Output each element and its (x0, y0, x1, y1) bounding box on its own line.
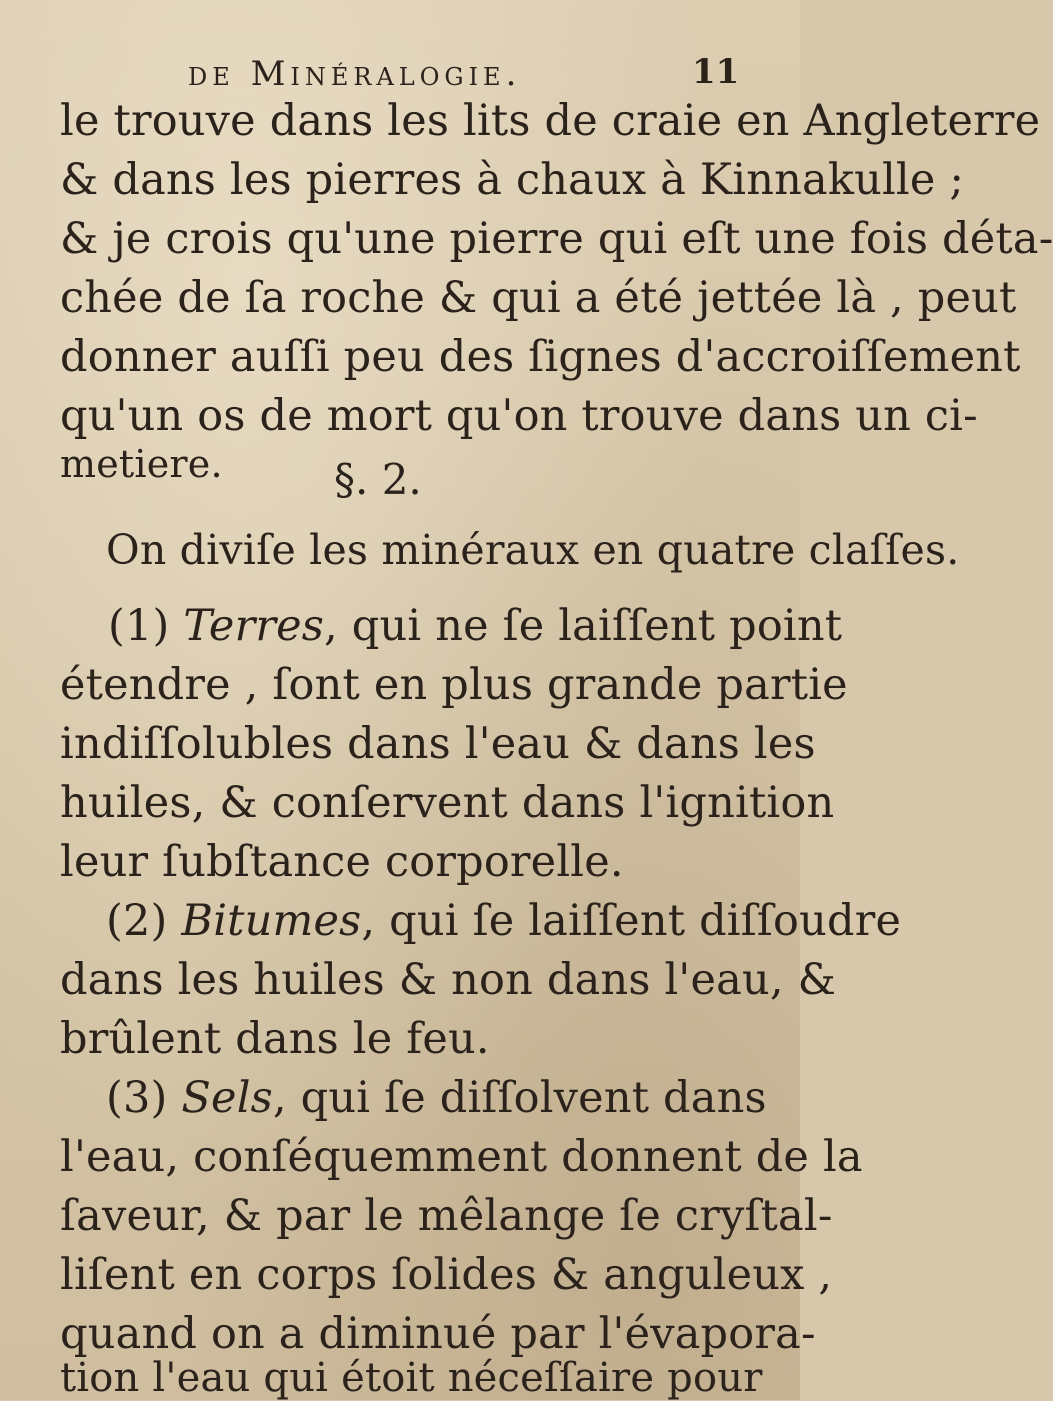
list-item-first-line (106, 896, 902, 946)
text-line: leur ſubſtance corporelle. (60, 837, 624, 887)
text-line: huiles, & conſervent dans l'ignition (60, 778, 835, 828)
text-line: donner auſſi peu des ſignes d'accroiſſement (60, 332, 1021, 382)
item-term: Terres (183, 601, 325, 651)
text-line: chée de ſa roche & qui a été jettée là , peut (60, 273, 1017, 323)
item-number: (3) (106, 1073, 168, 1123)
item-term: Sels (181, 1073, 273, 1123)
intro-line: On diviſe les minéraux en quatre claſſes. (106, 526, 960, 574)
text-line: brûlent dans le feu. (60, 1014, 490, 1064)
list-item-first-line (108, 601, 843, 651)
text-line: dans les huiles & non dans l'eau, & (60, 955, 837, 1005)
item-text: , qui ſe diſſolvent dans (272, 1073, 767, 1123)
text-line: étendre , ſont en plus grande partie (60, 660, 848, 710)
text-line: & je crois qu'une pierre qui eſt une fois déta- (60, 214, 1053, 264)
page-number: 11 (692, 52, 740, 92)
text-line: liſent en corps ſolides & anguleux , (60, 1250, 833, 1300)
text-line: le trouve dans les lits de craie en Angleterre (60, 96, 1041, 146)
item-number: (1) (108, 601, 170, 651)
text-line: & dans les pierres à chaux à Kinnakulle ; (60, 155, 965, 205)
text-line: ſaveur, & par le mêlange ſe cryſtal- (60, 1191, 833, 1241)
text-line: l'eau, conſéquemment donnent de la (60, 1132, 863, 1182)
item-text: , qui ne ſe laiſſent point (324, 601, 843, 651)
item-number: (2) (106, 896, 168, 946)
running-header: de Minéralogie. (188, 54, 522, 94)
text-line: qu'un os de mort qu'on trouve dans un ci- (60, 391, 978, 441)
text-line: quand on a diminué par l'évapora- (60, 1309, 816, 1359)
section-heading: §. 2. (334, 455, 422, 504)
item-term: Bitumes (181, 896, 362, 946)
text-line: metiere. (60, 442, 223, 486)
list-item-first-line (106, 1073, 767, 1123)
text-line: indiſſolubles dans l'eau & dans les (60, 719, 816, 769)
item-text: , qui ſe laiſſent diſſoudre (361, 896, 902, 946)
text-line: tion l'eau qui étoit néceſſaire pour (60, 1355, 763, 1401)
